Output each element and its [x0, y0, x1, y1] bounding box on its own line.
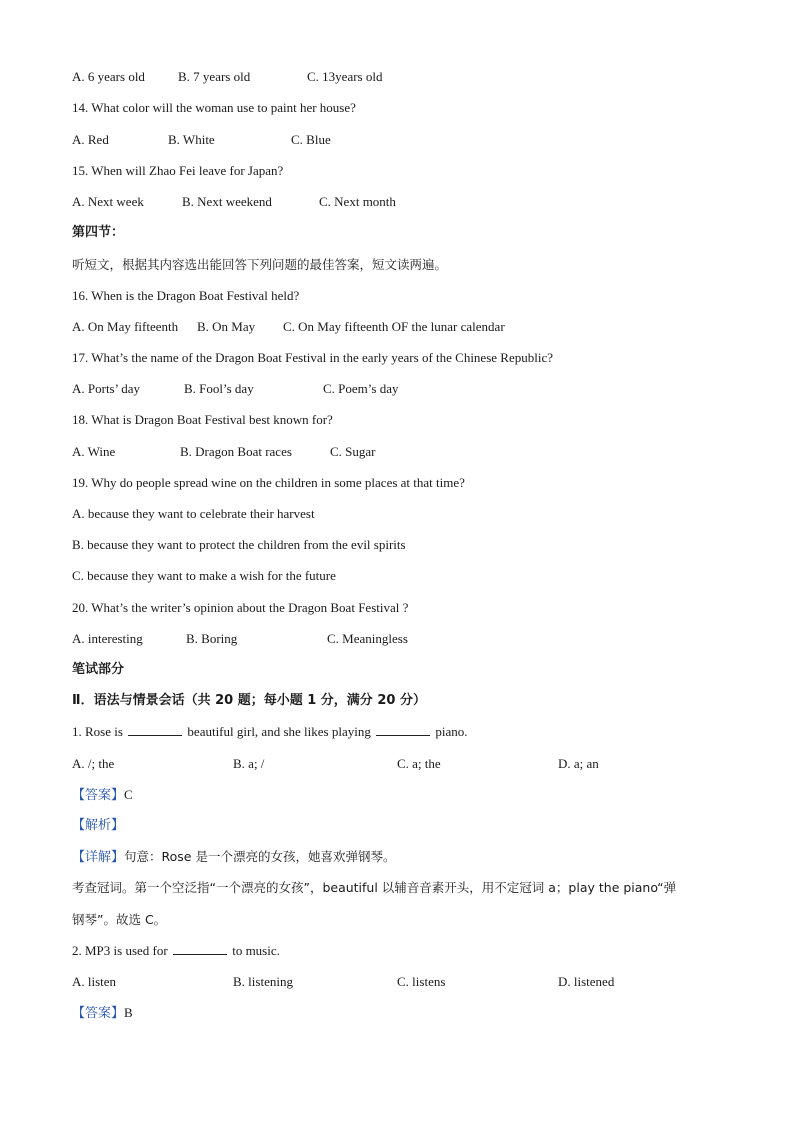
q19-option-c: C. because they want to make a wish for the future: [72, 568, 336, 583]
option-c: C. On May fifteenth OF the lunar calendar: [283, 319, 505, 334]
answer-value: B: [124, 1005, 133, 1020]
section4-title: 第四节：: [72, 225, 125, 240]
option-b: B. a; /: [233, 756, 265, 771]
option-b: B. Next weekend: [182, 194, 272, 209]
option-b: B. White: [168, 132, 215, 147]
g2-question-end: to music.: [232, 943, 280, 958]
option-a: A. Ports’ day: [72, 381, 141, 396]
answer-blank: [173, 942, 227, 955]
option-b: B. Boring: [186, 631, 238, 646]
g1-question: [72, 723, 467, 741]
section4-instruction: 听短文，根据其内容选出能回答下列问题的最佳答案，短文读两遍。: [72, 257, 448, 272]
option-a: A. Next week: [72, 194, 144, 209]
q15-question: 15. When will Zhao Fei leave for Japan?: [72, 163, 284, 178]
option-a: A. interesting: [72, 631, 143, 646]
answer-label: 【答案】: [72, 788, 125, 803]
q20-question: 20. What’s the writer’s opinion about the Dragon Boat Festival ?: [72, 600, 409, 615]
answer-value: C: [124, 787, 133, 802]
g1-explanation-line-1: 考查冠词。第一个空泛指“一个漂亮的女孩”，beautiful 以辅音音素开头，用不定冠词 a；play the piano“弹: [72, 880, 677, 895]
option-c: C. Meaningless: [327, 631, 408, 646]
option-b: B. listening: [233, 974, 293, 989]
option-a: A. listen: [72, 974, 117, 989]
option-d: D. listened: [558, 974, 615, 989]
g1-detail: [72, 848, 395, 867]
option-a: A. Red: [72, 132, 109, 147]
detail-label: 【详解】: [72, 850, 125, 865]
option-d: D. a; an: [558, 756, 599, 771]
q18-question: 18. What is Dragon Boat Festival best known for?: [72, 412, 333, 427]
g2-answer: [72, 1004, 133, 1023]
option-a: A. Wine: [72, 444, 116, 459]
written-part-heading: 笔试部分: [72, 662, 125, 677]
answer-blank: [376, 723, 430, 736]
q19-option-b: B. because they want to protect the children from the evil spirits: [72, 537, 406, 552]
option-c: C. Next month: [319, 194, 396, 209]
q17-question: 17. What’s the name of the Dragon Boat Festival in the early years of the Chinese Republic?: [72, 350, 553, 365]
option-b: B. Dragon Boat races: [180, 444, 292, 459]
g2-question: [72, 942, 280, 960]
q19-question: 19. Why do people spread wine on the children in some places at that time?: [72, 475, 465, 490]
g1-question-mid: beautiful girl, and she likes playing: [187, 724, 371, 739]
q19-option-a: A. because they want to celebrate their harvest: [72, 506, 315, 521]
detail-text: 句意：Rose 是一个漂亮的女孩，她喜欢弹钢琴。: [124, 849, 396, 864]
q14-question: 14. What color will the woman use to paint her house?: [72, 100, 356, 115]
option-c: C. Sugar: [330, 444, 376, 459]
g1-answer: [72, 786, 133, 805]
option-c: C. Blue: [291, 132, 331, 147]
option-c: C. Poem’s day: [323, 381, 399, 396]
g1-explanation-line-2: 钢琴”。故选 C。: [72, 912, 167, 927]
g1-question-end: piano.: [435, 724, 468, 739]
answer-blank: [128, 723, 182, 736]
option-a: A. On May fifteenth: [72, 319, 179, 334]
q16-question: 16. When is the Dragon Boat Festival held?: [72, 288, 300, 303]
option-c: C. 13years old: [307, 69, 383, 84]
g2-question-start: 2. MP3 is used for: [72, 943, 168, 958]
option-b: B. Fool’s day: [184, 381, 254, 396]
g1-question-start: 1. Rose is: [72, 724, 123, 739]
option-b: B. 7 years old: [178, 69, 251, 84]
option-c: C. a; the: [397, 756, 441, 771]
option-c: C. listens: [397, 974, 446, 989]
option-a: A. /; the: [72, 756, 115, 771]
option-a: A. 6 years old: [72, 69, 145, 84]
analysis-label: 【解析】: [72, 818, 125, 833]
option-b: B. On May: [197, 319, 256, 334]
part2-title: Ⅱ．语法与情景会话（共 20 题；每小题 1 分，满分 20 分）: [72, 693, 426, 708]
answer-label: 【答案】: [72, 1006, 125, 1021]
